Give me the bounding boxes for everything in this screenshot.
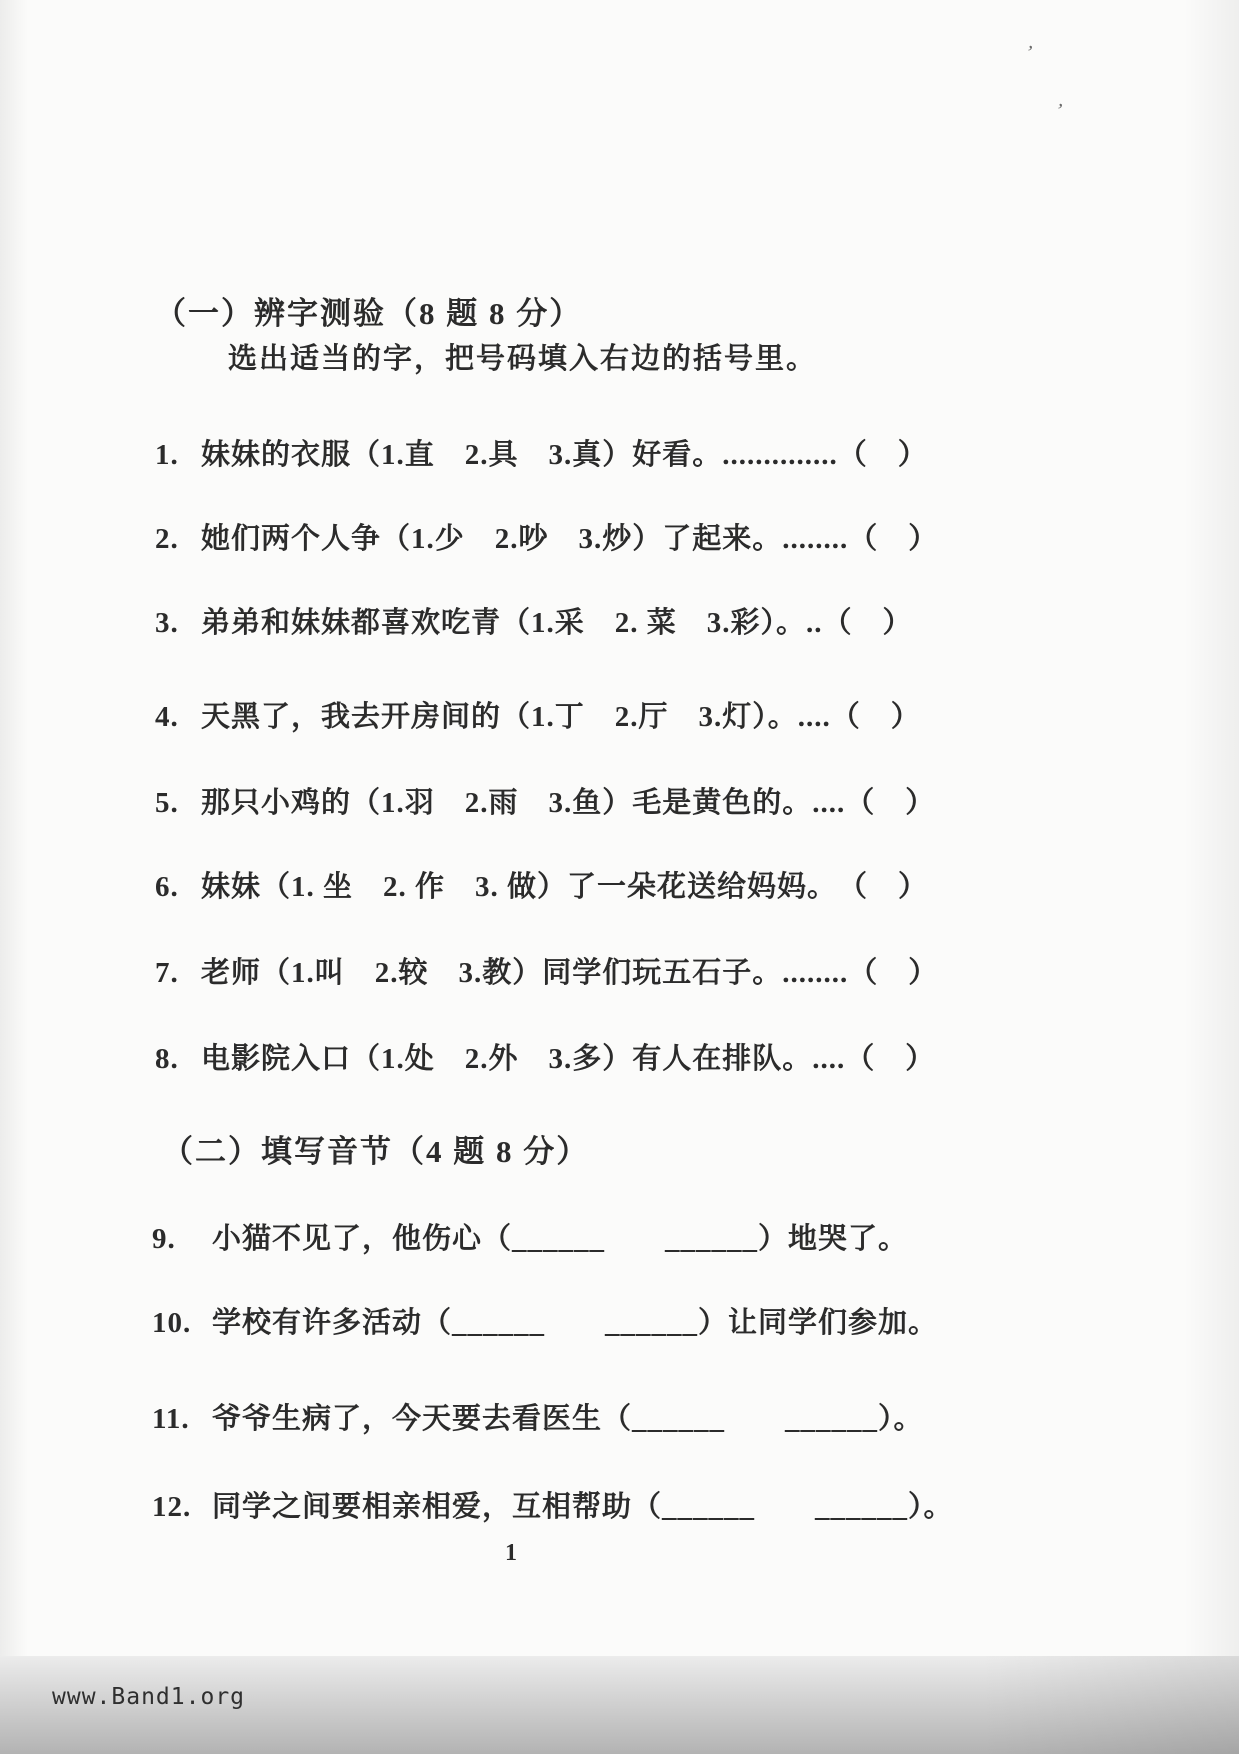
section1-title: （一）辨字测验（8 题 8 分） — [155, 296, 583, 331]
scan-shade-right — [1184, 0, 1239, 1754]
question-number: 9. — [152, 1223, 176, 1255]
scan-shade-left — [0, 0, 28, 1754]
page-number: 1 — [505, 1540, 517, 1566]
question-number: 4. — [155, 701, 179, 733]
question-row-3 — [155, 600, 913, 641]
scan-artifact: ’ — [1023, 41, 1035, 65]
question-text: 爷爷生病了，今天要去看医生（______ ______）。 — [212, 1403, 924, 1435]
question-number: 8. — [155, 1043, 179, 1075]
question-number: 10. — [152, 1307, 192, 1339]
question-row-1 — [155, 432, 928, 473]
question-row-12 — [152, 1484, 954, 1525]
question-number: 5. — [155, 787, 179, 819]
question-number: 3. — [155, 607, 179, 639]
question-text: 天黑了，我去开房间的（1.丁 2.厅 3.灯）。....（ ） — [201, 701, 921, 733]
question-text: 学校有许多活动（______ ______）让同学们参加。 — [212, 1307, 939, 1339]
question-row-4 — [155, 694, 921, 735]
footer-watermark-band — [0, 1656, 1239, 1754]
question-text: 妹妹的衣服（1.直 2.具 3.真）好看。..............（ ） — [201, 439, 928, 471]
section1-instruction: 选出适当的字，把号码填入右边的括号里。 — [228, 343, 818, 375]
question-row-6 — [155, 864, 928, 905]
question-text: 电影院入口（1.处 2.外 3.多）有人在排队。....（ ） — [201, 1043, 936, 1075]
section2-title: （二）填写音节（4 题 8 分） — [162, 1134, 590, 1169]
question-row-11 — [152, 1396, 924, 1437]
question-number: 12. — [152, 1491, 192, 1523]
question-number: 6. — [155, 871, 179, 903]
question-number: 1. — [155, 439, 179, 471]
question-row-5 — [155, 780, 935, 821]
question-text: 妹妹（1. 坐 2. 作 3. 做）了一朵花送给妈妈。 （ ） — [201, 871, 929, 903]
question-text: 她们两个人争（1.少 2.吵 3.炒）了起来。........（ ） — [201, 523, 939, 555]
question-row-10 — [152, 1300, 938, 1341]
question-number: 2. — [155, 523, 179, 555]
scan-artifact: ’ — [1053, 99, 1065, 123]
question-text: 同学之间要相亲相爱，互相帮助（______ ______）。 — [212, 1491, 954, 1523]
question-text: 弟弟和妹妹都喜欢吃青（1.采 2. 菜 3.彩）。..（ ） — [201, 607, 913, 639]
question-text: 老师（1.叫 2.较 3.教）同学们玩五石子。........（ ） — [201, 957, 939, 989]
footer-url: www.Band1.org — [52, 1684, 246, 1710]
question-number: 11. — [152, 1403, 190, 1435]
question-row-8 — [155, 1036, 935, 1077]
question-row-7 — [155, 950, 938, 991]
question-number: 7. — [155, 957, 179, 989]
question-row-2 — [155, 516, 938, 557]
question-row-9 — [152, 1216, 908, 1257]
question-text: 小猫不见了，他伤心（______ ______）地哭了。 — [212, 1223, 909, 1255]
question-text: 那只小鸡的（1.羽 2.雨 3.鱼）毛是黄色的。....（ ） — [201, 787, 936, 819]
